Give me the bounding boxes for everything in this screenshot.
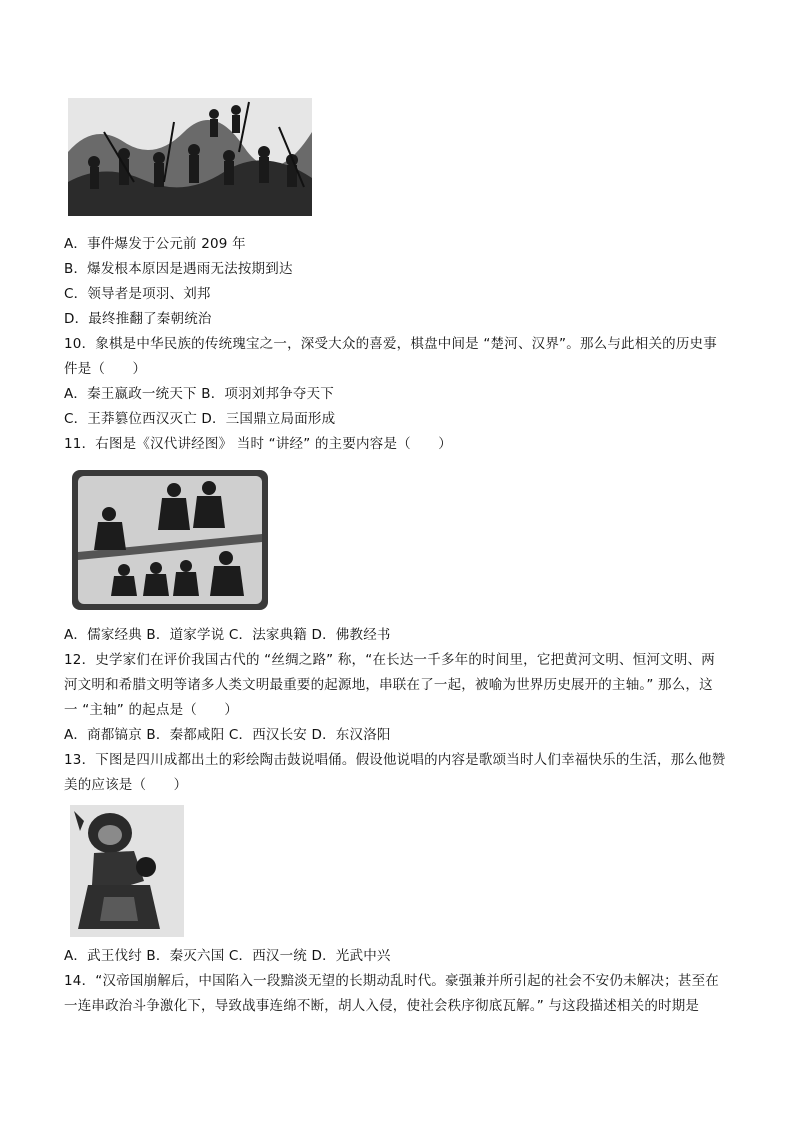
- q12-stem-line-2: 河文明和希腊文明等诸多人类文明最重要的起源地，串联在了一起，被喻为世界历史展开的主轴。” 那么，这: [64, 677, 713, 693]
- q11-options: A．儒家经典 B．道家学说 C．法家典籍 D．佛教经书: [64, 627, 391, 643]
- q10-options-line-1: A．秦王嬴政一统天下 B．项羽刘邦争夺天下: [64, 386, 334, 402]
- q12-stem-line-3: 一 “主轴” 的起点是（ ）: [64, 702, 239, 718]
- q13-options: A．武王伐纣 B．秦灭六国 C．西汉一统 D．光武中兴: [64, 948, 391, 964]
- q12-options: A．商都镐京 B．秦都咸阳 C．西汉长安 D．东汉洛阳: [64, 727, 391, 743]
- q13-stem-line-2: 美的应该是（ ）: [64, 777, 188, 793]
- q9-option-a: A．事件爆发于公元前 209 年: [64, 236, 246, 252]
- q11-stem: 11．右图是《汉代讲经图》 当时 “讲经” 的主要内容是（ ）: [64, 436, 452, 452]
- q10-stem-line-2: 件是（ ）: [64, 361, 147, 377]
- storyteller-figurine-image: [64, 801, 190, 941]
- q10-options-line-2: C．王莽篡位西汉灭亡 D．三国鼎立局面形成: [64, 411, 336, 427]
- uprising-illustration: [64, 92, 318, 222]
- q14-stem-line-1: 14．“汉帝国崩解后，中国陷入一段黯淡无望的长期动乱时代。豪强兼并所引起的社会不安仍未解决；甚至在: [64, 973, 719, 989]
- han-lecture-relief-image: [64, 462, 278, 620]
- q9-option-d: D．最终推翻了秦朝统治: [64, 311, 212, 327]
- q13-stem-line-1: 13．下图是四川成都出土的彩绘陶击鼓说唱俑。假设他说唱的内容是歌颂当时人们幸福快乐的生活，那么他赞: [64, 752, 726, 768]
- q9-option-c: C．领导者是项羽、刘邦: [64, 286, 211, 302]
- q9-option-b: B．爆发根本原因是遇雨无法按期到达: [64, 261, 293, 277]
- q10-stem-line-1: 10．象棋是中华民族的传统瑰宝之一，深受大众的喜爱，棋盘中间是 “楚河、汉界”。那么与此相关的历史事: [64, 336, 717, 352]
- q14-stem-line-2: 一连串政治斗争激化下，导致战事连绵不断，胡人入侵，使社会秩序彻底瓦解。” 与这段描述相关的时期是: [64, 998, 700, 1014]
- q12-stem-line-1: 12．史学家们在评价我国古代的 “丝绸之路” 称，“在长达一千多年的时间里，它把黄河文明、恒河文明、两: [64, 652, 715, 668]
